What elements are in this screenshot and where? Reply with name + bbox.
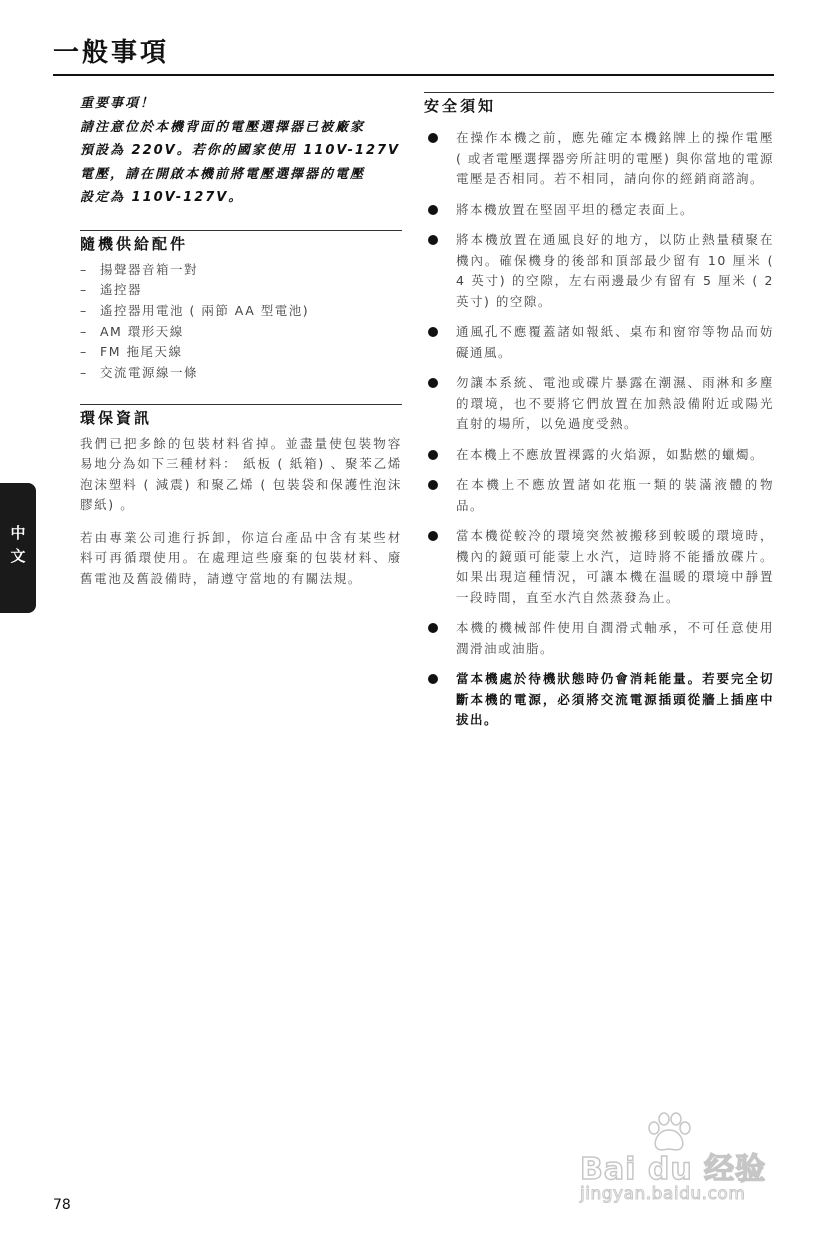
bullet-icon — [428, 378, 438, 388]
bullet-icon — [428, 327, 438, 337]
bullet-icon — [428, 531, 438, 541]
safety-text: 將本機放置在堅固平坦的穩定表面上。 — [456, 201, 695, 217]
accessory-text: FM 拖尾天線 — [100, 344, 183, 360]
accessory-text: 遙控器用電池 ( 兩節 AA 型電池) — [100, 302, 310, 318]
list-item — [80, 342, 402, 363]
safety-text: 在本機上不應放置裸露的火焰源，如點燃的蠟燭。 — [456, 446, 765, 462]
voltage-notice — [80, 92, 402, 210]
safety-text: 在本機上不應放置諸如花瓶一類的裝滿液體的物品。 — [456, 477, 774, 513]
safety-list — [424, 128, 774, 731]
list-item — [424, 475, 774, 516]
list-item — [424, 669, 774, 731]
notice-line: 重要事項！ — [80, 96, 156, 111]
list-item — [424, 526, 774, 608]
section-divider — [424, 92, 774, 93]
notice-line: 設定為 110V-127V。 — [80, 190, 244, 205]
notice-line: 請注意位於本機背面的電壓選擇器已被廠家 — [80, 119, 366, 135]
safety-text-bold: 當本機處於待機狀態時仍會消耗能量。若要完全切斷本機的電源，必須將交流電源插頭從牆上插座中拔出。 — [456, 671, 774, 727]
watermark — [580, 1112, 780, 1207]
dash-icon: – — [80, 302, 88, 318]
environment-paragraph: 我們已把多餘的包裝材料省掉。並盡量使包裝物容易地分為如下三種材料： 紙板 ( 紙箱) 、聚苯乙烯泡沫塑料 ( 減震) 和聚乙烯 ( 包裝袋和保護性泡沫膠紙) 。 — [80, 435, 402, 513]
notice-line: 預設為 220V。若你的國家使用 110V-127V — [80, 143, 401, 158]
dash-icon: – — [80, 344, 88, 360]
notice-line: 電壓，請在開啟本機前將電壓選擇器的電壓 — [80, 166, 366, 182]
accessories-heading: 隨機供給配件 — [80, 234, 189, 253]
accessory-text: AM 環形天線 — [100, 323, 184, 339]
page-title: 一般事項 — [53, 38, 170, 68]
environment-heading: 環保資訊 — [80, 408, 153, 427]
list-item — [424, 322, 774, 363]
title-divider — [53, 74, 774, 76]
list-item — [80, 280, 402, 301]
list-item — [424, 128, 774, 190]
safety-text: 本機的機械部件使用自潤滑式軸承，不可任意使用潤滑油或油脂。 — [456, 620, 774, 656]
bullet-icon — [428, 133, 438, 143]
bullet-icon — [428, 205, 438, 215]
bullet-icon — [428, 623, 438, 633]
list-item — [424, 445, 774, 466]
safety-text: 當本機從較冷的環境突然被搬移到較暖的環境時，機內的鏡頭可能蒙上水汽，這時將不能播放碟片。如果出現這種情況，可讓本機在温暖的環境中靜置一段時間，直至水汽自然蒸發為止。 — [456, 528, 774, 605]
right-column — [424, 92, 774, 741]
page-number: 78 — [53, 1197, 71, 1213]
accessory-text: 遙控器 — [100, 282, 143, 298]
watermark-brand: Bai du 经验 — [580, 1152, 767, 1187]
bullet-icon — [428, 450, 438, 460]
safety-text: 將本機放置在通風良好的地方，以防止熱量積聚在機內。確保機身的後部和頂部最少留有 10 厘米 ( 4 英寸) 的空隙，左右兩邊最少有留有 5 厘米 ( 2 英寸) 的空隙。 — [456, 232, 774, 309]
list-item — [80, 301, 402, 322]
list-item — [80, 363, 402, 384]
dash-icon: – — [80, 323, 88, 339]
list-item — [80, 322, 402, 343]
bullet-icon — [428, 674, 438, 684]
safety-text: 通風孔不應覆蓋諸如報紙、桌布和窗帘等物品而妨礙通風。 — [456, 324, 774, 360]
safety-heading: 安全須知 — [424, 97, 497, 115]
list-item — [424, 200, 774, 221]
list-item — [424, 230, 774, 312]
bullet-icon — [428, 480, 438, 490]
list-item — [80, 260, 402, 281]
left-column — [80, 92, 402, 601]
accessory-text: 揚聲器音箱一對 — [100, 261, 199, 277]
safety-text: 勿讓本系統、電池或碟片暴露在潮濕、雨淋和多塵的環境，也不要將它們放置在加熱設備附近或陽光直射的場所，以免過度受熱。 — [456, 375, 774, 431]
accessory-text: 交流電源線一條 — [100, 365, 199, 381]
safety-text: 在操作本機之前，應先確定本機銘牌上的操作電壓 ( 或者電壓選擇器旁所註明的電壓) 與你當地的電源電壓是否相同。若不相同，請向你的經銷商諮詢。 — [456, 130, 774, 186]
language-tab — [0, 483, 36, 613]
accessories-list — [80, 260, 402, 384]
section-divider — [80, 230, 402, 231]
watermark-url: jingyan.baidu.com — [580, 1184, 746, 1204]
list-item — [424, 618, 774, 659]
bullet-icon — [428, 235, 438, 245]
list-item — [424, 373, 774, 435]
dash-icon: – — [80, 282, 88, 298]
section-divider — [80, 404, 402, 405]
language-tab-label: 中文 — [8, 525, 27, 571]
dash-icon: – — [80, 261, 88, 277]
dash-icon: – — [80, 365, 88, 381]
environment-paragraph: 若由專業公司進行拆卸，你這台產品中含有某些材料可再循環使用。在處理這些廢棄的包裝材料、廢舊電池及舊設備時，請遵守當地的有關法規。 — [80, 529, 402, 586]
